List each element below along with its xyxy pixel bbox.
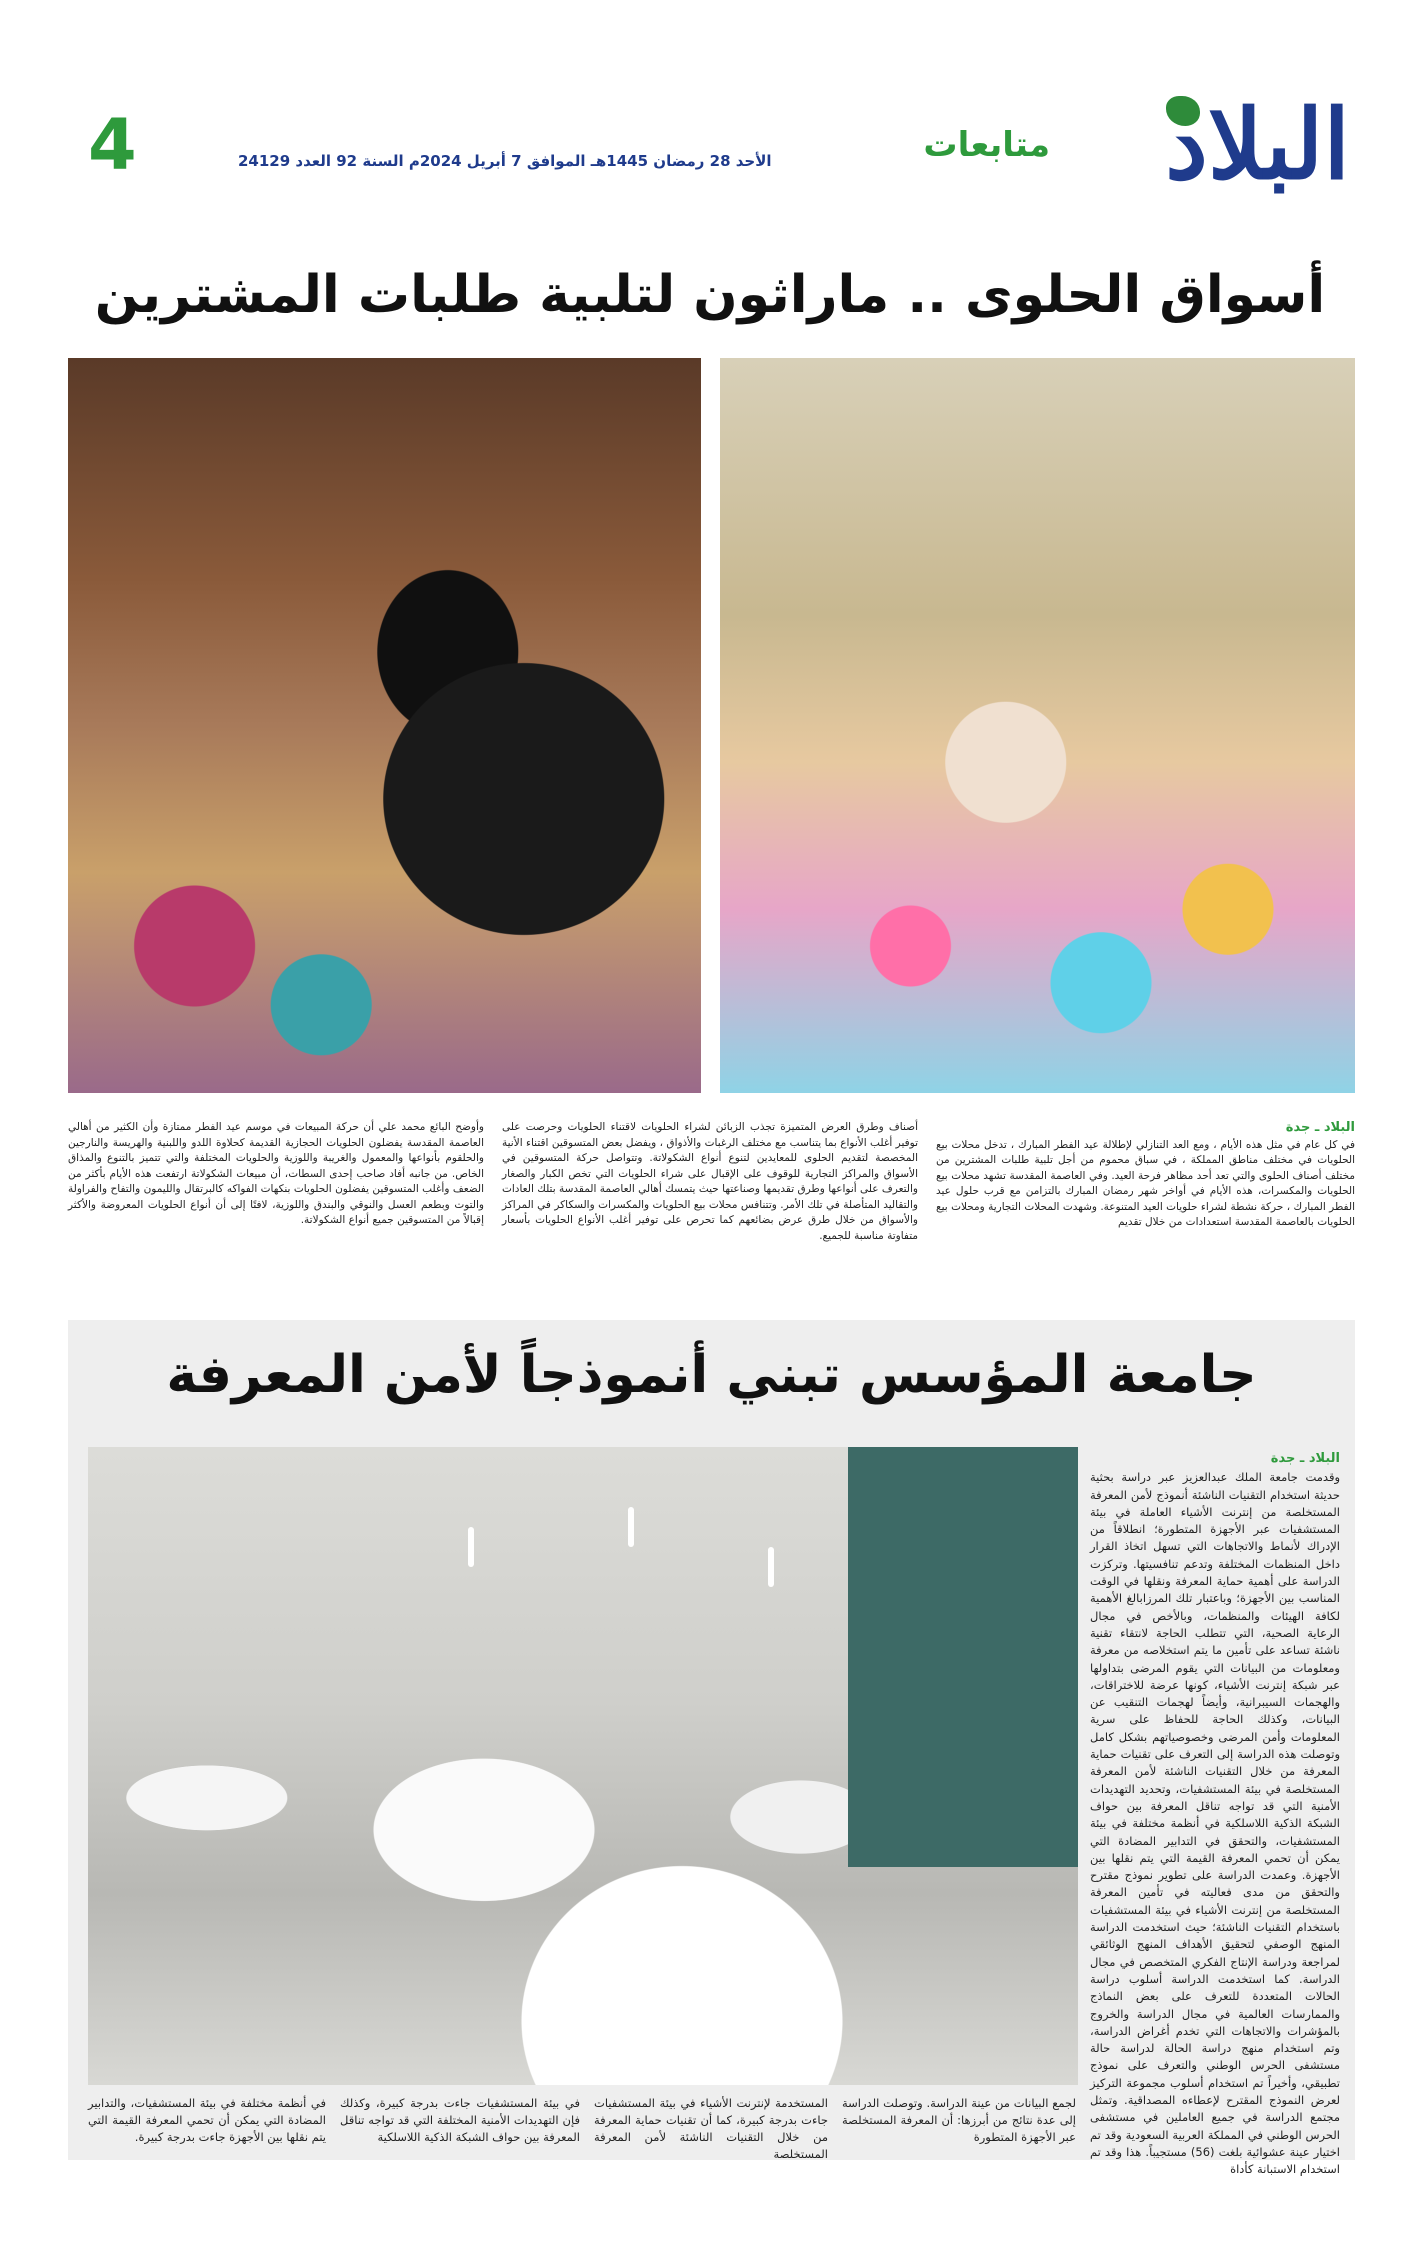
article-2-bottom-column-1	[842, 2095, 1076, 2155]
article-1-headline: أسواق الحلوى .. ماراثون لتلبية طلبات المشترين	[94, 265, 1326, 325]
university-inauguration-photo	[88, 1447, 1078, 2085]
sweets-shop-children-photo	[720, 358, 1355, 1093]
article-2-side-column-text: وقدمت جامعة الملك عبدالعزيز عبر دراسة بحثية حديثة استخدام التقنيات الناشئة أنموذج لأمن المعرفة المستخلصة من إنترنت الأشياء العاملة في بيئة المستشفيات عبر الأجهزة المتطورة؛ انطلاقاً من الإدراك لأنماط والاتجاهات التي تسهل اتخاذ القرار داخل المنظمات المختلفة وتدعم تنافسيتها. وتركزت الدراسة على أهمية حماية المعرفة ونقلها في الوقت المناسب بين الأجهزة؛ وباعتبار تلك المرزابالغ الأهمية لكافة الهيئات والمنظمات، وبالأخص في مجال الرعاية الصحية، التي تتطلب الحاجة لانتقاء تقنية ناشئة تساعد على تأمين ما يتم استخلاصه من معرفة ومعلومات من البيانات التي يقوم المرضى بتداولها عبر شبكة إنترنت الأشياء، كونها عرضة للاختراقات، والهجمات السيبرانية، وأيضاً لهجمات التنقيب عن البيانات، وكذلك الحاجة للحفاظ على سرية المعلومات وأمن المرضى وخصوصياتهم بشكل كامل وتوصلت هذه الدراسة إلى التعرف على تقنيات حماية المعرفة من خلال التقنيات الناشئة لأمن المعرفة المستخلصة في بيئة المستشفيات، وتحديد التهديدات الأمنية التي قد تواجه تناقل المعرفة بين حواف الشبكة الذكية اللاسلكية في أنظمة مختلفة في بيئة المستشفيات، والتحقق في التدابير المضادة التي يمكن أن تحمي المعرفة القيمة التي يتم نقلها بين الأجهزة. وعمدت الدراسة على تطوير نموذج مقترح والتحقق من مدى فعاليته في تأمين المعرفة المستخلصة من إنترنت الأشياء في بيئة المستشفيات باستخدام التقنيات الناشئة؛ حيث استخدمت الدراسة المنهج الوصفي لتحقيق الأهداف المنهج الوثائقي لمراجعة ودراسة الإنتاج الفكري المتخصص في مجال الدراسة. كما استخدمت الدراسة أسلوب دراسة الحالات المتعددة للتعرف على بعض النماذج والممارسات العالمية في مجال الدراسة والخروج بالمؤشرات والاتجاهات التي تخدم أغراض الدراسة، وتم استخدام منهج دراسة الحالة لدراسة حالة مستشفى الحرس الوطني والتعرف على نموذج تطبيقي، وأخيراً تم استخدام أسلوب مجموعة التركيز لعرض النموذج المقترح لإعطاءه المصداقية. وتمثل مجتمع الدراسة في جميع العاملين في مستشفى الحرس الوطني في المملكة العربية السعودية وقد تم اختيار عينة عشوائية بلغت (56) مستجيباً. هذا وقد تم استخدام الاستبانة كأداة	[1090, 1470, 1340, 2177]
article-2-bottom-column-3	[340, 2095, 580, 2155]
sweets-shop-shoppers-photo	[68, 358, 701, 1093]
article-2-bottom-column-4-text: في أنظمة مختلفة في بيئة المستشفيات، والتدابير المضادة التي يمكن أن تحمي المعرفة القيمة التي يتم نقلها بين الأجهزة جاءت بدرجة كبيرة.	[88, 2096, 326, 2144]
ceiling-lamp-icon	[768, 1547, 774, 1587]
article-2-bottom-column-1-text: لجمع البيانات من عينة الدراسة. وتوصلت الدراسة إلى عدة نتائج من أبرزها: أن المعرفة المستخلصة عبر الأجهزة المتطورة	[842, 2096, 1076, 2144]
article-1-column-1-text: في كل عام في مثل هذه الأيام ، ومع العد التنازلي لإطلالة عيد الفطر المبارك ، تدخل محلات بيع الحلويات في مختلف مناطق المملكة ، في سباق محموم من أجل تلبية طلبات المشترين من مختلف أصناف الحلوى والتي تعد أحد مظاهر فرحة العيد. وفي العاصمة المقدسة تشهد محلات بيع الحلويات والمكسرات، هذه الأيام في أواخر شهر رمضان المبارك بالتزامن مع قرب حلول عيد الفطر المبارك ، حركة نشطة لشراء حلويات العيد المتنوعة. وشهدت المحلات التجارية ومحلات بيع الحلويات بالعاصمة المقدسة استعدادات من خلال تقديم	[936, 1138, 1355, 1228]
section-name: متابعات	[923, 125, 1050, 165]
article-2-byline: البلاد ـ جدة	[1270, 1451, 1340, 1466]
newspaper-logo	[1110, 90, 1350, 205]
article-1-column-3	[68, 1120, 484, 1260]
photo-wall-decor	[848, 1447, 1078, 1867]
article-2-headline: جامعة المؤسس تبني أنموذجاً لأمن المعرفة	[166, 1345, 1257, 1405]
ceiling-lamp-icon	[468, 1527, 474, 1567]
article-1-column-2-text: أصناف وطرق العرض المتميزة تجذب الزبائن لشراء الحلويات لاقتناء الحلويات وحرصت على توفير أغلب الأنواع بما يتناسب مع مختلف الرغبات والأذواق ، ويفضل بعض المتسوقين اقتناء الأنية المخصصة لتقديم الحلوى للمعايدين لتنوع أنواع الشكولاتة. وتتواصل حركة المتسوقين في الأسواق والمراكز التجارية للوقوف على الإقبال على شراء الحلويات التي تخص الكبار والصغار والتعرف على أنواعها وطرق تقديمها وصناعتها حيث يتمسك أهالي العاصمة المقدسة بتلك العادات والتقاليد المتأصلة في تلك الأمر. وتتنافس محلات بيع الحلويات والمكسرات والسكاكر في المراكز والأسواق من خلال طرق عرض بضائعهم كما تحرص على توفير أغلب الأنواع الحلويات بأسعار متفاوتة مناسبة للجميع.	[502, 1121, 918, 1242]
article-1-column-2	[502, 1120, 918, 1260]
page-number: 4	[88, 104, 137, 186]
article-2-side-column	[1090, 1450, 1340, 2177]
article-1-byline: البلاد ـ جدة	[1285, 1120, 1355, 1135]
issue-date-line: الأحد 28 رمضان 1445هـ الموافق 7 أبريل 2024م السنة 92 العدد 24129	[238, 152, 772, 170]
article-2-bottom-column-3-text: في بيئة المستشفيات جاءت بدرجة كبيرة، وكذلك فإن التهديدات الأمنية المختلفة التي قد تواجه تناقل المعرفة بين حواف الشبكة الذكية اللاسلكية	[340, 2096, 580, 2144]
ceiling-lamp-icon	[628, 1507, 634, 1547]
article-1-column-1	[936, 1120, 1355, 1260]
article-1-column-3-text: وأوضح البائع محمد علي أن حركة المبيعات في موسم عيد الفطر ممتازة وأن الكثير من أهالي العاصمة المقدسة يفضلون الحلويات الحجازية القديمة كحلاوة اللدو واللبنية والهريسة والنارجين والحلقوم بأنواعها والمعمول والغريبة واللوزية والحلويات المختلفة والتي تتميز بالتنوع والمذاق الخاص. من جانبه أفاد صاحب إحدى السطات، أن مبيعات الشكولاتة ارتفعت هذه الأيام بأكثر من الضعف وأغلب المتسوقين يفضلون الحلويات بنكهات الفواكه كالبرتقال والليمون والتفاح والفراولة والتوت وبطعم العسل والنوقي والبندق واللوزية، لافتًا إلى أن أنواع الحلويات المعروضة والأكثر إقبالاً من المتسوقين جميع أنواع الشكولاتة.	[68, 1121, 484, 1226]
article-2-bottom-column-4	[88, 2095, 326, 2155]
masthead	[0, 80, 1420, 200]
article-2-bottom-column-2-text: المستخدمة لإنترنت الأشياء في بيئة المستشفيات جاءت بدرجة كبيرة، كما أن تقنيات حماية المعرفة من خلال التقنيات الناشئة لأمن المعرفة المستخلصة	[594, 2096, 828, 2161]
article-2-bottom-column-2	[594, 2095, 828, 2161]
logo-text: البلاد	[1165, 88, 1350, 201]
